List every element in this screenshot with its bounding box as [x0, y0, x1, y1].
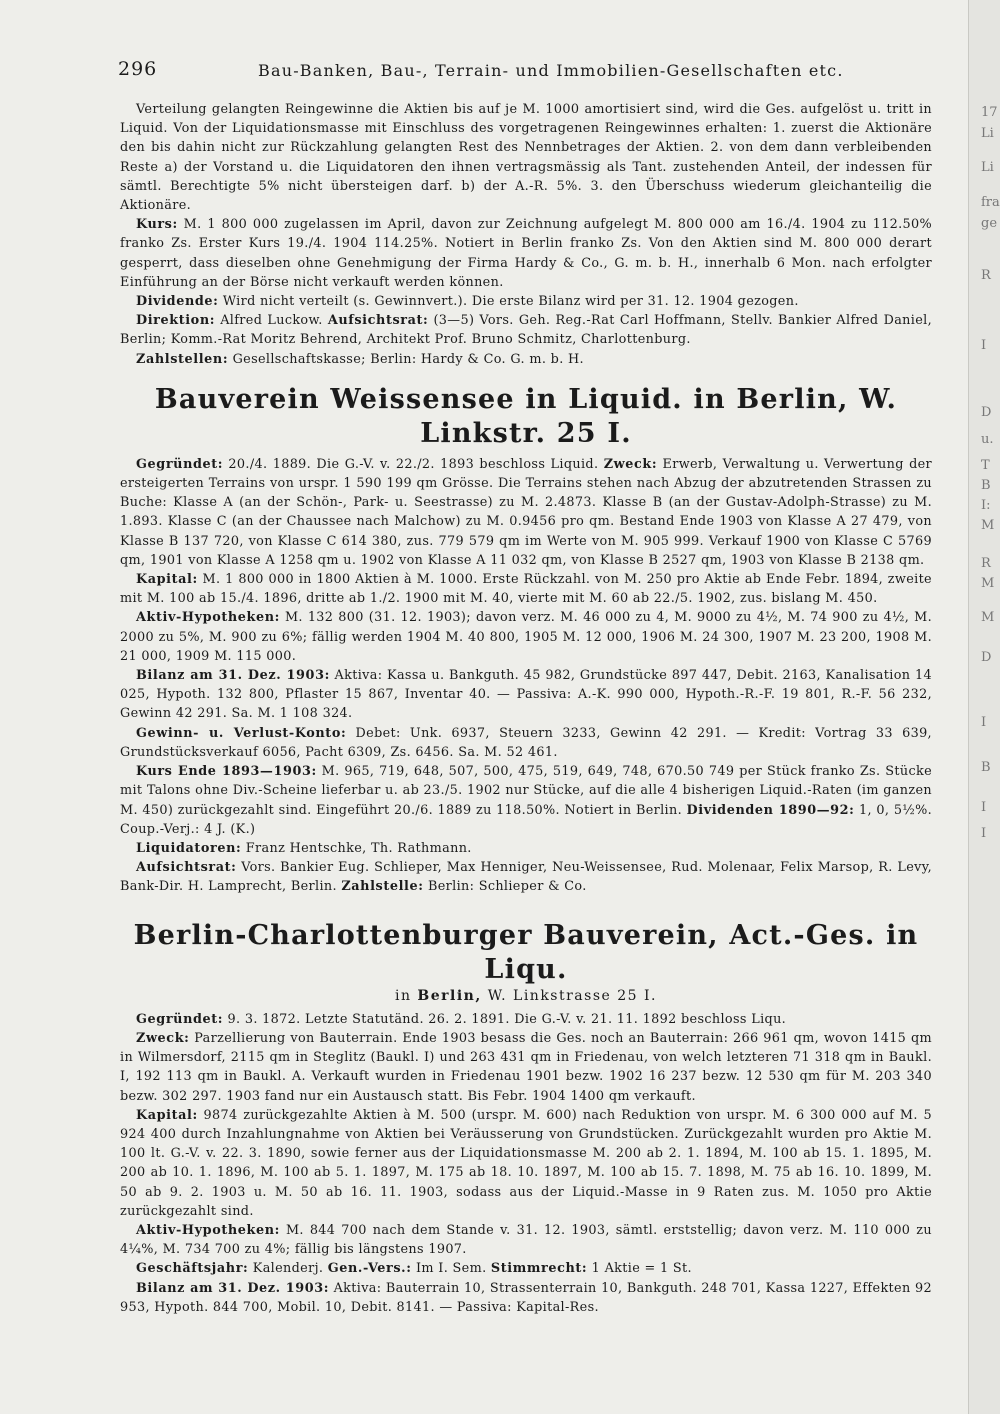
gegruendet-paragraph: Gegründet: 20./4. 1889. Die G.-V. v. 22./2. 1893 beschloss Liquid. Zweck: Erwerb, Verwaltung u. Verwertung der ersteigerten Terrains von urspr. 1 590 199 qm Grösse. Die Terrains stehen nach Abzug der abzutretenden Strassen zu Buche: Klasse A (an der Schön-, Park- u. Seestrasse) zu M. 2.4873. Klasse B (an der Gustav-Adolph-Strasse) zu M. 1.893. Klasse C (an der Chaussee nach Malchow) zu M. 0.9456 pro qm. Bestand Ende 1903 von Klasse A 27 479, von Klasse B 137 720, von Klasse C 614 380, zus. 779 579 qm im Werte von M. 905 999. Verkauf 1900 von Klasse C 5769 qm, 1901 von Klasse A 1258 qm u. 1902 von Klasse A 11 032 qm, von Klasse B 2527 qm, 1903 von Klasse B 2138 qm. [120, 456, 933, 568]
margin-fragment: D [981, 405, 992, 420]
margin-fragment: B [981, 760, 991, 775]
margin-fragment: ge [981, 216, 998, 231]
company-title-weissensee: Bauverein Weissensee in Liquid. in Berlin, W. Linkstr. 25 I. [154, 383, 898, 449]
kurs-paragraph: Kurs: M. 1 800 000 zugelassen im April, davon zur Zeichnung aufgelegt M. 800 000 am 16./4. 1904 zu 112.50% franko Zs. Erster Kurs 19./4. 1904 114.25%. Notiert in Berlin franko Zs. Von den Aktien sind M. 800 000 derart gesperrt, dass dieselben ohne Genehmigung der Firma Hardy & Co., G. m. b. H., innerhalb 6 Mon. nach erfolgter Einführung an der Börse nicht verkauft werden können. [120, 217, 932, 290]
hypotheken-paragraph: Aktiv-Hypotheken: M. 132 800 (31. 12. 1903); davon verz. M. 46 000 zu 4, M. 9000 zu 4½, M. 74 900 zu 4½, M. 2000 zu 5%, M. 900 zu 6%; fällig werden 1904 M. 40 800, 1905 M. 12 000, 1906 M. 24 300, 1907 M. 23 200, 1908 M. 21 000, 1909 M. 115 000. [120, 610, 932, 664]
bilanz-paragraph: Bilanz am 31. Dez. 1903: Aktiva: Kassa u. Bankguth. 45 982, Grundstücke 897 447, Debit. 2163, Kanalisation 14 025, Hypoth. 132 800, Pflaster 15 867, Inventar 40. — Passiva: A.-K. 990 000, Hypoth.-R.-F. 19 801, R.-F. 56 232, Gewinn 42 291. Sa. M. 1 108 324. [120, 668, 932, 722]
gegruendet-paragraph: Gegründet: 9. 3. 1872. Letzte Statutänd. 26. 2. 1891. Die G.-V. v. 21. 11. 1892 beschloss Liqu. [136, 1011, 787, 1027]
page-header [118, 58, 948, 82]
margin-fragment: u. [981, 432, 994, 447]
margin-fragment: B [981, 478, 991, 493]
margin-fragment: Li [981, 126, 994, 141]
margin-fragment: M [981, 610, 995, 625]
margin-fragment: T [981, 458, 990, 473]
kurs-paragraph: Kurs Ende 1893—1903: M. 965, 719, 648, 507, 500, 475, 519, 649, 748, 670.50 749 per Stück franko Zs. Stücke mit Talons ohne Div.-Scheine lieferbar u. ab 23./5. 1902 nur Stücke, auf die alle 4 bisherigen Liquid.-Raten (im ganzen M. 450) zurückgezahlt sind. Eingeführt 20./6. 1889 zu 118.50%. Notiert in Berlin. Dividenden 1890—92: 1, 0, 5½%. Coup.-Verj.: 4 J. (K.) [120, 764, 933, 837]
company-title-charlottenburger: Berlin-Charlottenburger Bauverein, Act.-Ges. in Liqu. [133, 919, 919, 985]
margin-fragment: M [981, 576, 995, 591]
kapital-paragraph: Kapital: 9874 zurückgezahlte Aktien à M. 500 (urspr. M. 600) nach Reduktion von urspr. M. 6 300 000 auf M. 5 924 400 durch Inzahlungnahme von Aktien bei Veräusserung von Grundstücken. Zurückgezahlt wurden pro Aktie M. 100 lt. G.-V. v. 22. 3. 1890, sowie ferner aus der Liquidationsmasse M. 200 ab 2. 1. 1894, M. 100 ab 15. 1. 1895, M. 200 ab 10. 1. 1896, M. 100 ab 5. 1. 1897, M. 175 ab 18. 10. 1897, M. 100 ab 15. 7. 1898, M. 75 ab 16. 10. 1899, M. 50 ab 9. 2. 1903 u. M. 50 ab 16. 11. 1903, sodass aus der Liquid.-Masse in 9 Raten zus. M. 1050 pro Aktie zurückgezahlt sind. [120, 1107, 933, 1219]
margin-fragment: I [981, 826, 987, 841]
running-head: Bau-Banken, Bau-, Terrain- und Immobilien-Gesellschaften etc. [258, 61, 844, 80]
page-number: 296 [118, 58, 158, 80]
margin-fragment: M [981, 518, 995, 533]
margin-fragment: R [981, 268, 991, 283]
margin-fragment: I [981, 800, 987, 815]
text-column [120, 100, 932, 1317]
zahlstellen-paragraph: Zahlstellen: Gesellschaftskasse; Berlin: Hardy & Co. G. m. b. H. [136, 351, 584, 367]
geschaeftsjahr-paragraph: Geschäftsjahr: Kalenderj. Gen.-Vers.: Im I. Sem. Stimmrecht: 1 Aktie = 1 St. [136, 1261, 692, 1277]
margin-fragment: D [981, 650, 992, 665]
facing-page-edge [968, 0, 1000, 1414]
bilanz-paragraph: Bilanz am 31. Dez. 1903: Aktiva: Bauterrain 10, Strassenterrain 10, Bankguth. 248 701, Kassa 1227, Effekten 92 953, Hypoth. 844 700, Mobil. 10, Debit. 8141. — Passiva: Kapital-Res. [120, 1280, 932, 1315]
company-address: in Berlin, W. Linkstrasse 25 I. [394, 987, 658, 1004]
guv-paragraph: Gewinn- u. Verlust-Konto: Debet: Unk. 6937, Steuern 3233, Gewinn 42 291. — Kredit: Vortrag 33 639, Grundstücksverkauf 6056, Pacht 6309, Zs. 6456. Sa. M. 52 461. [120, 725, 932, 760]
continuation-paragraph: Verteilung gelangten Reingewinne die Aktien bis auf je M. 1000 amortisiert sind, wird die Ges. aufgelöst u. tritt in Liquid. Von der Liquidationsmasse mit Einschluss des vorgetragenen Reingewinnes erhalten: 1. zuerst die Aktionäre den bis dahin nicht zur Rückzahlung gelangten Rest des Nennbetrages der Aktien. 2. von dem dann verbleibenden Reste a) der Vorstand u. die Liquidatoren den ihnen vertragsmässig als Tant. zustehenden Anteil, der indessen für sämtl. Berechtigte 5% nicht übersteigen darf. b) der A.-R. 5%. 3. den Überschuss wiederum gleichanteilig die Aktionäre. [120, 102, 932, 214]
liquidatoren-paragraph: Liquidatoren: Franz Hentschke, Th. Rathmann. [136, 840, 472, 856]
margin-fragment: 17 [981, 105, 998, 120]
dividende-paragraph: Dividende: Wird nicht verteilt (s. Gewinnvert.). Die erste Bilanz wird per 31. 12. 1904 gezogen. [136, 294, 799, 310]
hypotheken-paragraph: Aktiv-Hypotheken: M. 844 700 nach dem Stande v. 31. 12. 1903, sämtl. erststellig; davon verz. M. 110 000 zu 4¼%, M. 734 700 zu 4%; fällig bis längstens 1907. [120, 1222, 932, 1258]
kapital-paragraph: Kapital: M. 1 800 000 in 1800 Aktien à M. 1000. Erste Rückzahl. von M. 250 pro Aktie ab Ende Febr. 1894, zweite mit M. 100 ab 15./4. 1896, dritte ab 1./2. 1900 mit M. 40, vierte mit M. 60 ab 22./5. 1902, zus. bislang M. 450. [120, 572, 932, 607]
margin-fragment: I: [981, 498, 991, 513]
margin-fragment: I [981, 715, 987, 730]
margin-fragment: fra [981, 195, 1000, 210]
zweck-paragraph: Zweck: Parzellierung von Bauterrain. Ende 1903 besass die Ges. noch an Bauterrain: 266 961 qm, wovon 1415 qm in Wilmersdorf, 2115 qm in Steglitz (Baukl. I) und 263 431 qm in Friedenau, von welch letzteren 71 318 qm in Baukl. I, 192 113 qm in Baukl. A. Verkauft wurden in Friedenau 1901 bezw. 1902 16 237 bezw. 12 530 qm für M. 203 340 bezw. 302 297. 1903 fand nur ein Austausch statt. Bis Febr. 1904 1400 qm verkauft. [120, 1030, 933, 1104]
direktion-paragraph: Direktion: Alfred Luckow. Aufsichtsrat: (3—5) Vors. Geh. Reg.-Rat Carl Hoffmann, Stellv. Bankier Alfred Daniel, Berlin; Komm.-Rat Moritz Behrend, Architekt Prof. Bruno Schmitz, Charlottenburg. [120, 313, 933, 348]
margin-fragment: R [981, 556, 991, 571]
aufsichtsrat-paragraph: Aufsichtsrat: Vors. Bankier Eug. Schlieper, Max Henniger, Neu-Weissensee, Rud. Molenaar, Felix Marsop, R. Levy, Bank-Dir. H. Lamprecht, Berlin. Zahlstelle: Berlin: Schlieper & Co. [120, 860, 932, 895]
margin-fragment: Li [981, 160, 994, 175]
margin-fragment: I [981, 338, 987, 353]
